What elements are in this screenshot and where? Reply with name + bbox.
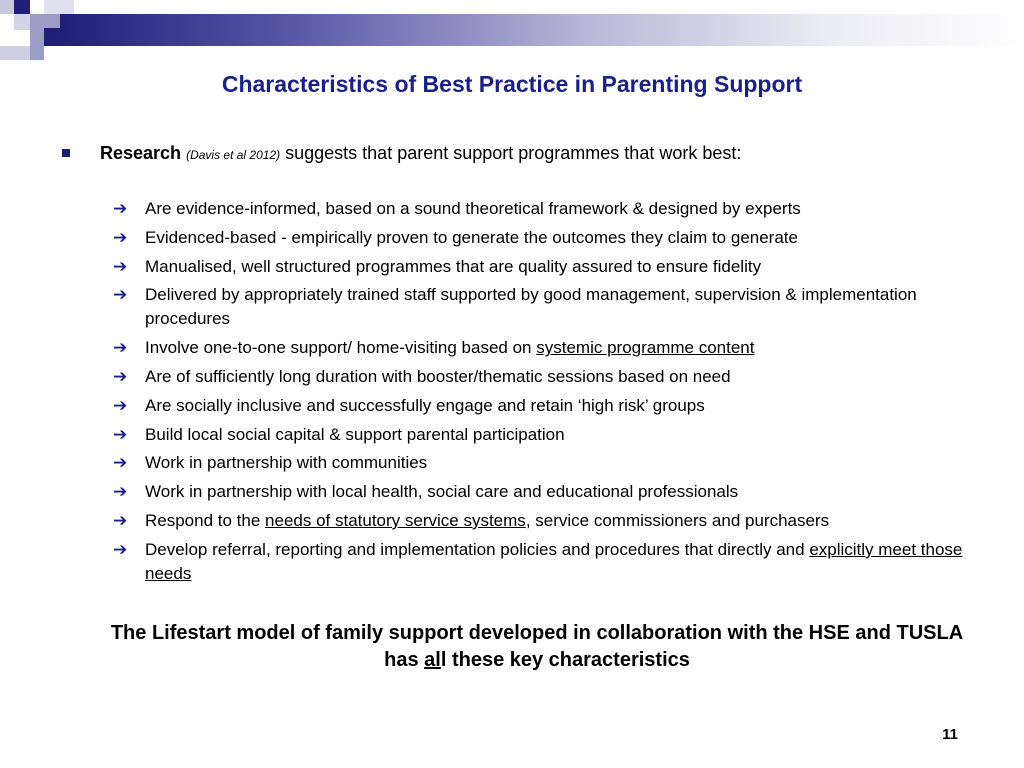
header-gradient-bar	[60, 14, 1024, 46]
list-item-text: Are of sufficiently long duration with booster/thematic sessions based on need	[145, 366, 731, 386]
decor-square	[14, 14, 30, 30]
list-item-text: Respond to the	[145, 510, 266, 530]
list-item	[113, 423, 973, 447]
list-item-text: Manualised, well structured programmes that are quality assured to ensure fidelity	[145, 256, 762, 276]
list-item-text: Work in partnership with local health, social care and educational professionals	[145, 482, 739, 502]
page-number: 11	[942, 726, 958, 743]
intro-sentence: suggests that parent support programmes that work best:	[280, 143, 742, 163]
list-item	[113, 538, 973, 586]
list-item-text: Involve one-to-one support/ home-visiting based on	[145, 338, 537, 358]
underlined-phrase: needs of statutory service systems	[265, 510, 526, 530]
citation: (Davis et al 2012)	[186, 148, 281, 162]
research-label: Research	[100, 143, 182, 163]
list-item-text: Develop referral, reporting and implementation policies and procedures that directly and	[145, 539, 810, 559]
arrow-right-icon: ➔	[113, 338, 128, 359]
decor-square	[44, 28, 60, 46]
list-item	[113, 283, 973, 331]
list-item-text: Build local social capital & support parental participation	[145, 424, 565, 444]
list-item-text: Delivered by appropriately trained staff supported by good management, supervision & implementation procedures	[145, 285, 917, 329]
arrow-right-icon: ➔	[113, 199, 128, 219]
list-item	[113, 255, 973, 279]
underlined-phrase: explicitly meet those needs	[145, 539, 963, 583]
arrow-right-icon: ➔	[113, 482, 128, 503]
slide-title: Characteristics of Best Practice in Parenting Support	[221, 71, 803, 97]
decor-square	[44, 0, 74, 14]
list-item	[113, 451, 973, 475]
arrow-right-icon: ➔	[113, 424, 128, 445]
square-bullet-icon	[62, 149, 70, 157]
arrow-right-icon: ➔	[113, 510, 128, 531]
header-decoration	[0, 0, 1024, 60]
list-item-text: Evidenced-based - empirically proven to generate the outcomes they claim to generate	[145, 227, 798, 247]
conclusion-text: The Lifestart model of family support developed in collaboration with the HSE and TUSLA has	[110, 622, 964, 671]
list-item	[113, 336, 973, 360]
list-item-text: Are socially inclusive and successfully engage and retain ‘high risk’ groups	[145, 395, 705, 415]
conclusion-text-end: l these key characteristics	[440, 649, 690, 671]
characteristics-list	[113, 197, 973, 591]
list-item-text: Are evidence-informed, based on a sound theoretical framework & designed by experts	[145, 199, 801, 218]
decor-square	[0, 46, 30, 60]
list-item	[113, 365, 973, 389]
list-item	[113, 480, 973, 504]
arrow-right-icon: ➔	[113, 366, 128, 387]
list-item	[113, 226, 973, 250]
decor-square	[0, 0, 14, 14]
list-item-text: , service commissioners and purchasers	[525, 510, 830, 530]
arrow-right-icon: ➔	[113, 256, 128, 277]
arrow-right-icon: ➔	[113, 227, 128, 248]
conclusion-statement	[100, 620, 974, 674]
intro-text	[100, 141, 741, 167]
underlined-phrase: systemic programme content	[536, 338, 755, 358]
conclusion-emphasis: al	[424, 649, 441, 671]
arrow-right-icon: ➔	[113, 285, 128, 306]
arrow-right-icon: ➔	[113, 395, 128, 416]
list-item	[113, 197, 973, 221]
arrow-right-icon: ➔	[113, 453, 128, 474]
list-item	[113, 394, 973, 418]
decor-square	[30, 46, 44, 60]
list-item-text: Work in partnership with communities	[145, 453, 428, 473]
arrow-right-icon: ➔	[113, 539, 128, 560]
list-item	[113, 509, 973, 533]
decor-square	[14, 0, 30, 14]
